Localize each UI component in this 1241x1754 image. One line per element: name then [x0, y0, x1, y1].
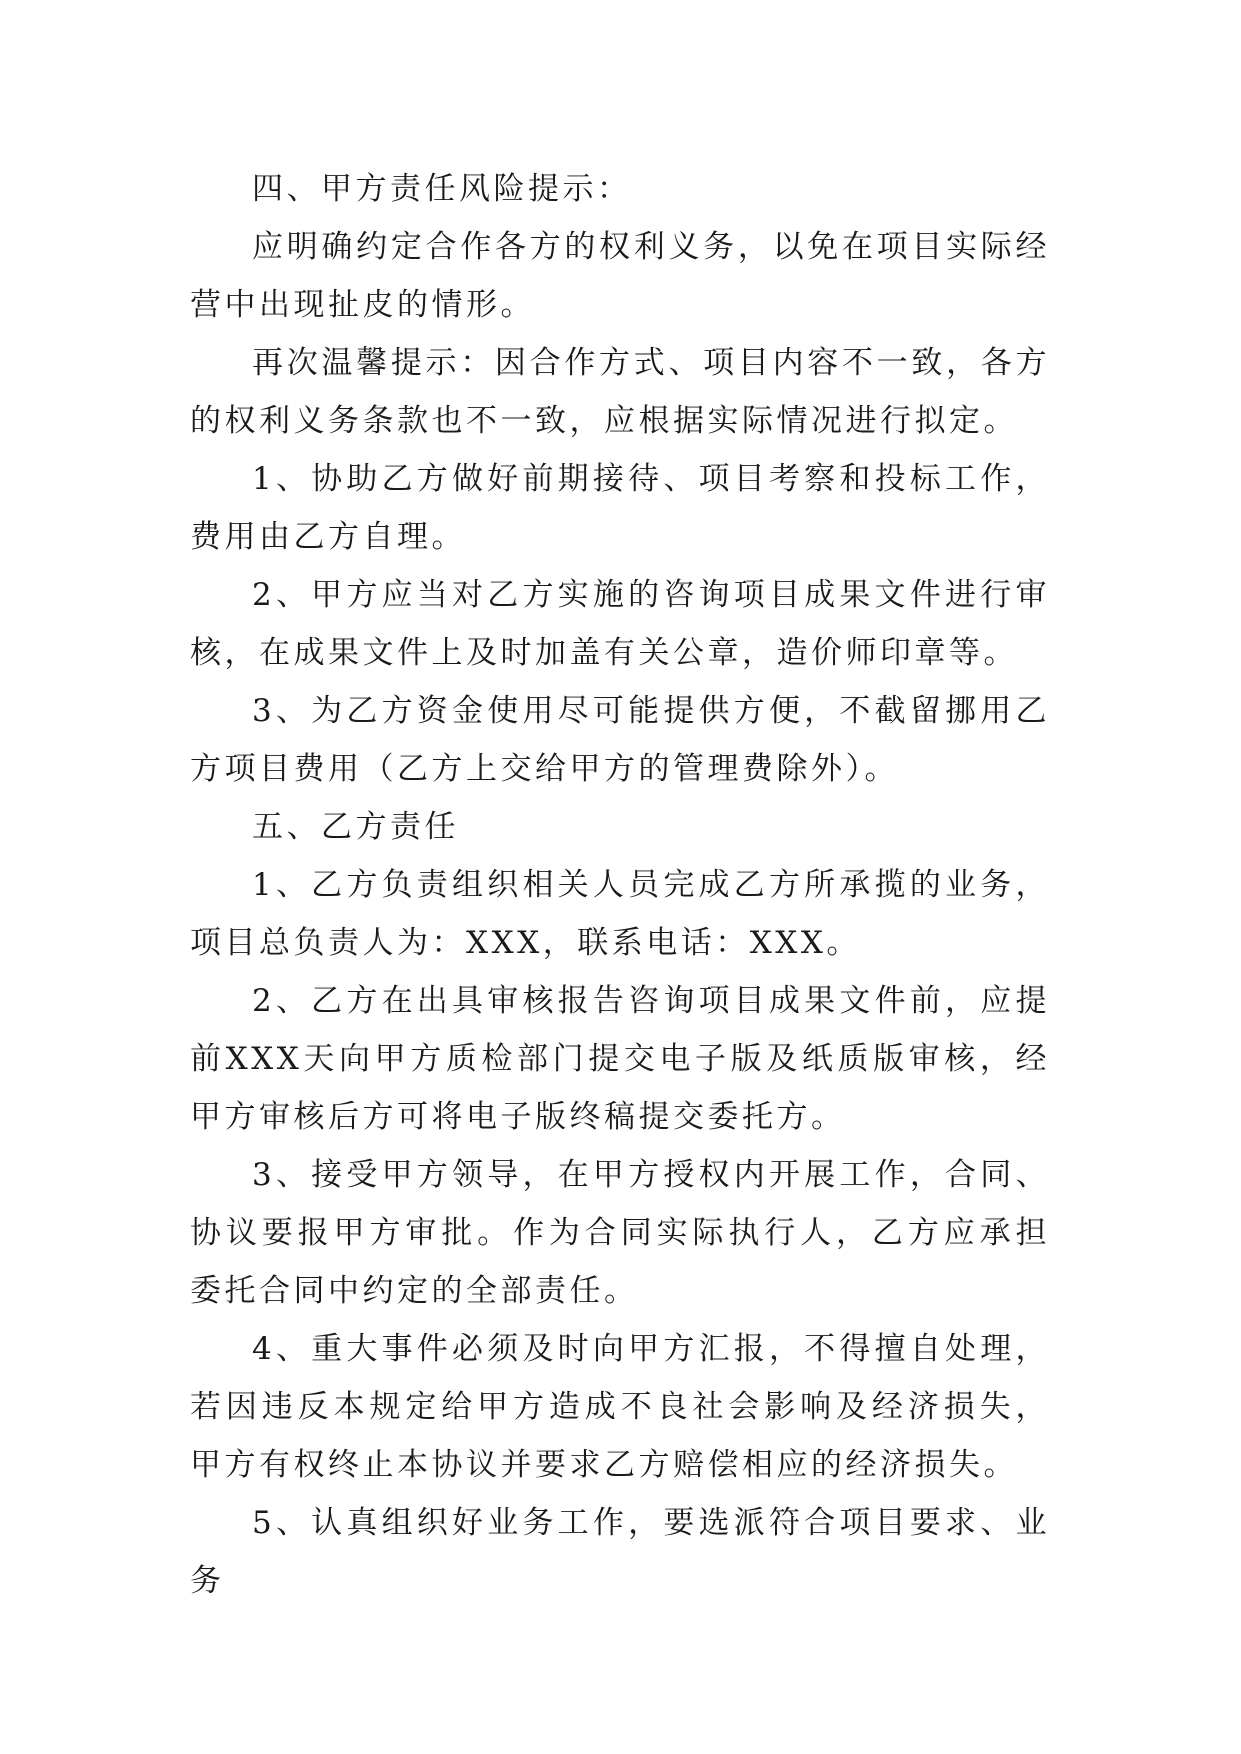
- list-item: 3、接受甲方领导，在甲方授权内开展工作，合同、协议要报甲方审批。作为合同实际执行人，乙方应承担委托合同中约定的全部责任。: [190, 1157, 1050, 1309]
- document-body: [190, 160, 1050, 1610]
- list-item: 5、认真组织好业务工作，要选派符合项目要求、业务: [190, 1505, 1050, 1599]
- list-item: 2、甲方应当对乙方实施的咨询项目成果文件进行审核，在成果文件上及时加盖有关公章，造价师印章等。: [190, 577, 1050, 671]
- section-heading-party-a-risk: 四、甲方责任风险提示：: [252, 171, 632, 207]
- list-item: 1、协助乙方做好前期接待、项目考察和投标工作，费用由乙方自理。: [190, 461, 1050, 555]
- paragraph: 应明确约定合作各方的权利义务，以免在项目实际经营中出现扯皮的情形。: [190, 229, 1050, 323]
- list-item: 4、重大事件必须及时向甲方汇报，不得擅自处理，若因违反本规定给甲方造成不良社会影响及经济损失，甲方有权终止本协议并要求乙方赔偿相应的经济损失。: [190, 1331, 1050, 1483]
- section-heading-party-b-duties: 五、乙方责任: [252, 809, 459, 845]
- paragraph: 再次温馨提示：因合作方式、项目内容不一致，各方的权利义务条款也不一致，应根据实际情况进行拟定。: [190, 345, 1050, 439]
- list-item: 1、乙方负责组织相关人员完成乙方所承揽的业务，项目总负责人为：XXX，联系电话：XXX。: [190, 867, 1050, 961]
- list-item: 2、乙方在出具审核报告咨询项目成果文件前，应提前XXX天向甲方质检部门提交电子版及纸质版审核，经甲方审核后方可将电子版终稿提交委托方。: [190, 983, 1050, 1135]
- list-item: 3、为乙方资金使用尽可能提供方便，不截留挪用乙方项目费用（乙方上交给甲方的管理费除外）。: [190, 693, 1050, 787]
